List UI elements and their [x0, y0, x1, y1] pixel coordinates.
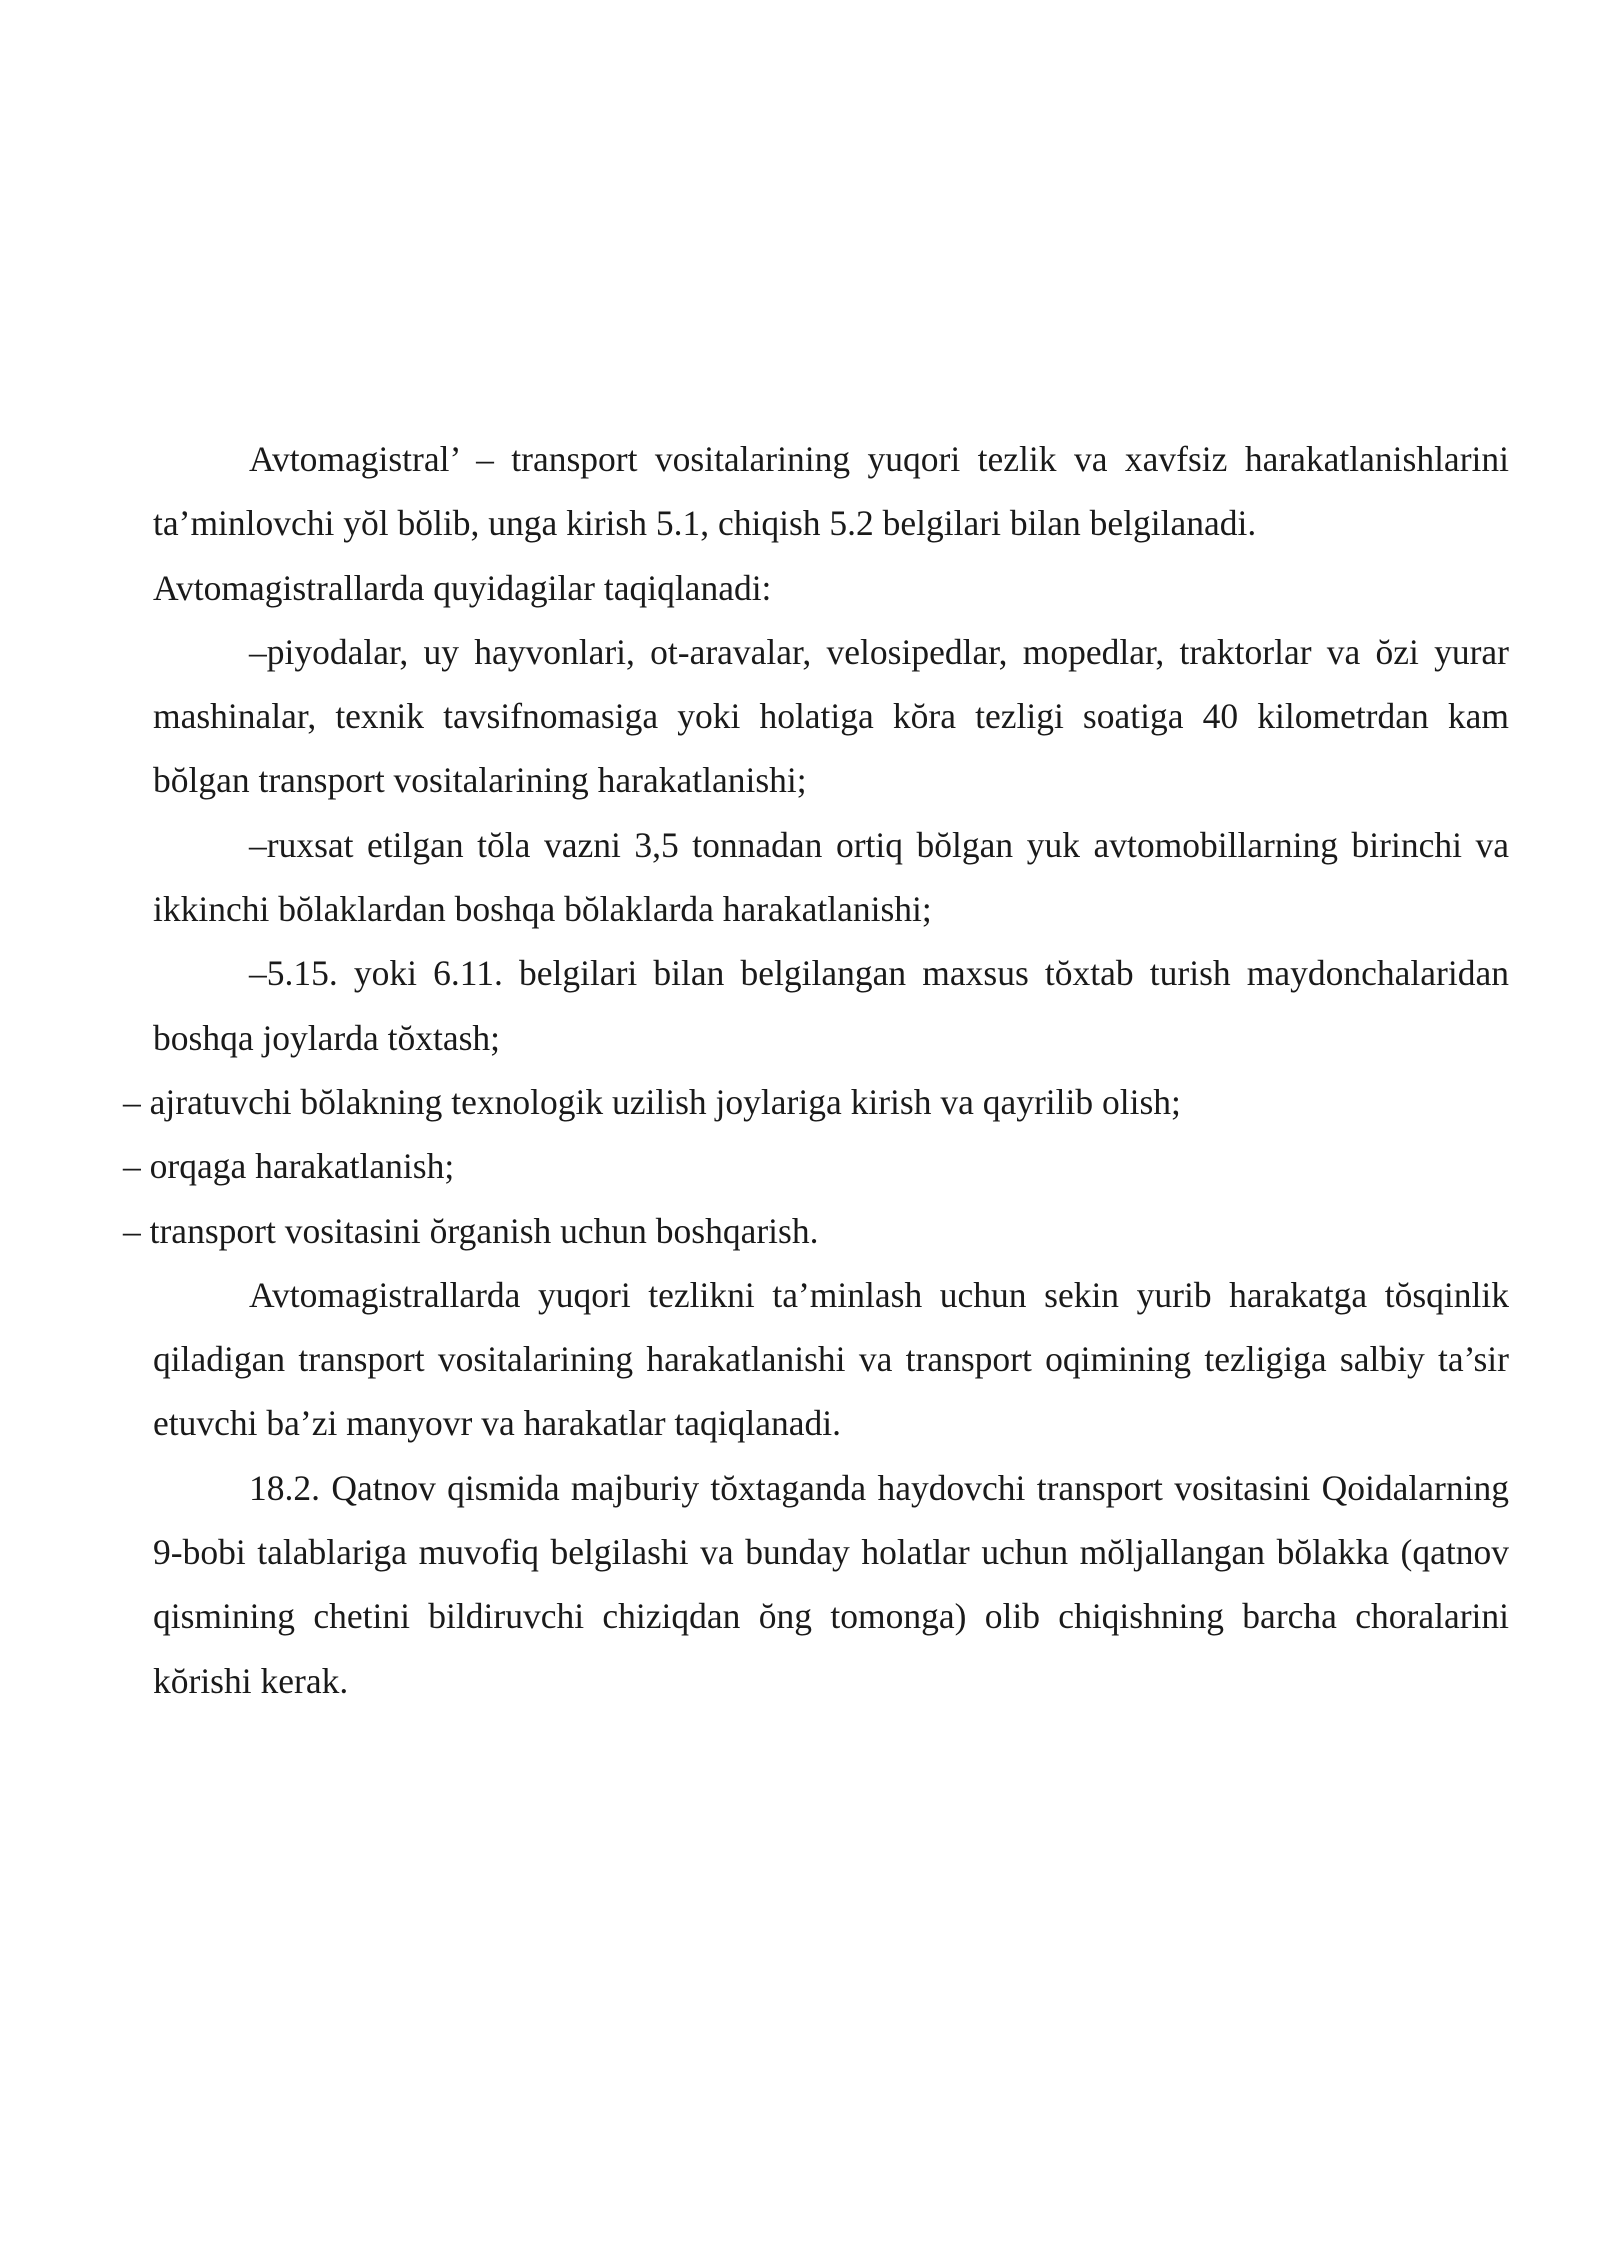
paragraph-section-18-2: 18.2. Qatnov qismida majburiy tŏxtaganda haydovchi transport vositasini Qoidalarning 9-bobi talablariga muvofiq belgilashi va bunday holatlar uchun mŏljallangan bŏlakka (qatnov qismining chetini bildiruvchi chiziqdan ŏng tomonga) olib chiqishning barcha choralarini kŏrishi kerak.: [153, 1467, 1509, 1701]
list-item-reversing: – orqaga harakatlanish;: [123, 1146, 455, 1187]
list-item-median-gaps: – ajratuvchi bŏlakning texnologik uzilish joylariga kirish va qayrilib olish;: [123, 1081, 1181, 1122]
list-item-stopping: –5.15. yoki 6.11. belgilari bilan belgilangan maxsus tŏxtab turish maydonchalaridan boshqa joylarda tŏxtash;: [153, 953, 1509, 1058]
paragraph-avtomagistral-definition: Avtomagistral’ – transport vositalarining yuqori tezlik va xavfsiz harakatlanishlarini ta’minlovchi yŏl bŏlib, unga kirish 5.1, chiqish 5.2 belgilari bilan belgilanadi.: [153, 439, 1509, 544]
paragraph-prohibitions-intro: Avtomagistrallarda quyidagilar taqiqlanadi:: [153, 567, 772, 608]
document-body: [123, 427, 1509, 1713]
list-item-learner-driving: – transport vositasini ŏrganish uchun boshqarish.: [123, 1210, 819, 1251]
list-item-trucks: –ruxsat etilgan tŏla vazni 3,5 tonnadan ortiq bŏlgan yuk avtomobillarning birinchi va ikkinchi bŏlaklardan boshqa bŏlaklarda harakatlanishi;: [153, 824, 1509, 930]
paragraph-slow-vehicles: Avtomagistrallarda yuqori tezlikni ta’minlash uchun sekin yurib harakatga tŏsqinlik qiladigan transport vositalarining harakatlanishi va transport oqimining tezligiga salbiy ta’sir etuvchi ba’zi manyovr va harakatlar taqiqlanadi.: [153, 1274, 1509, 1444]
list-item-pedestrians: –piyodalar, uy hayvonlari, ot-aravalar, velosipedlar, mopedlar, traktorlar va ŏzi yurar mashinalar, texnik tavsifnomasiga yoki holatiga kŏra tezligi soatiga 40 kilometrdan kam bŏlgan transport vositalarining harakatlanishi;: [153, 631, 1509, 801]
